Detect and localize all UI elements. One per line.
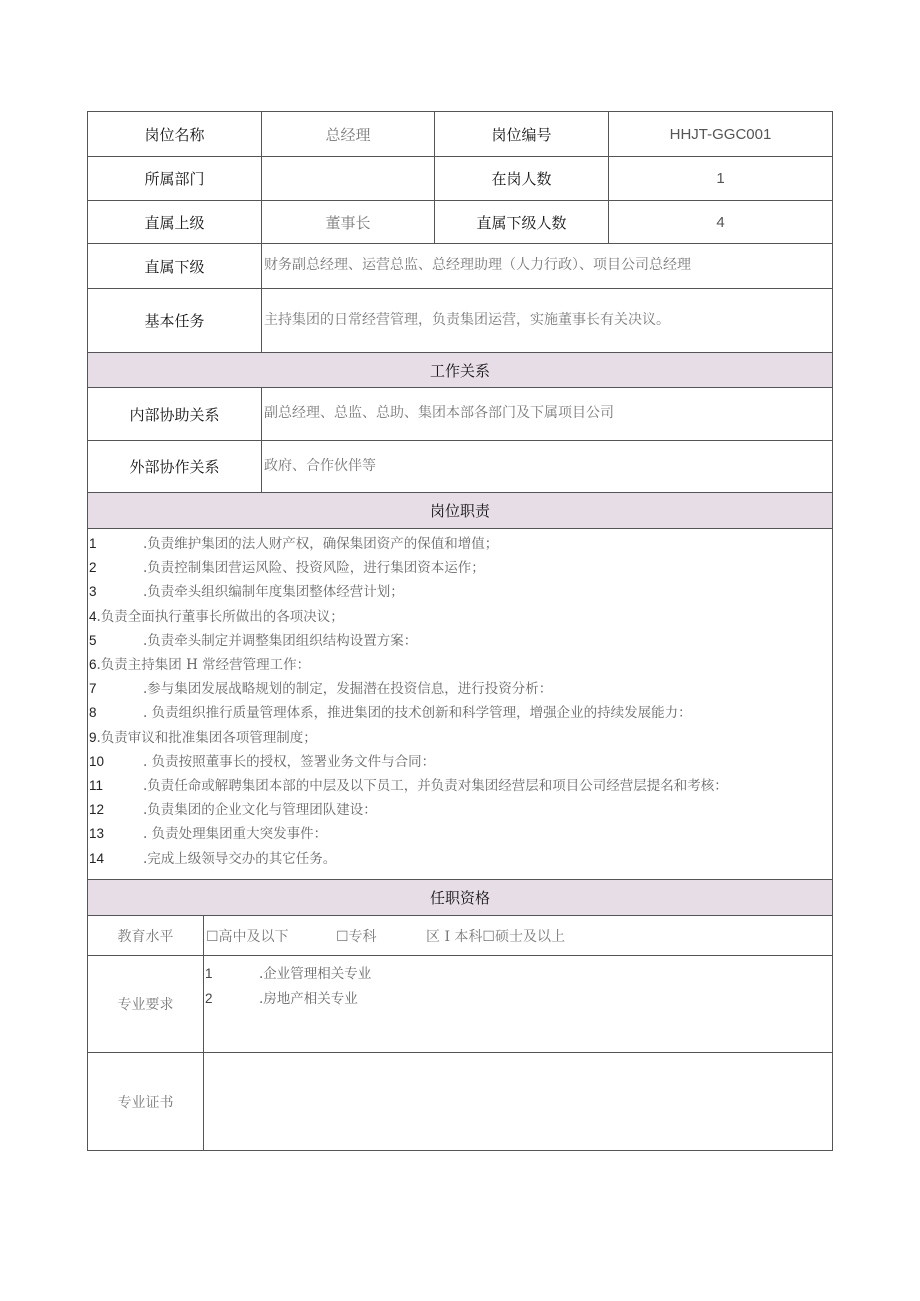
superior-value: 董事长 [261,200,435,244]
major-requirements [203,955,833,1053]
headcount-label: 在岗人数 [434,156,609,201]
certificate-value [203,1052,833,1151]
position-name-value: 总经理 [261,111,435,157]
internal-relations-label: 内部协助关系 [87,387,262,441]
education-options [203,915,833,956]
duty-text: .负责主持集团 H 常经营管理工作： [96,657,311,673]
duty-item [89,847,336,867]
duty-number: 11 [89,778,104,793]
basic-task-value: 主持集团的日常经营管理，负责集团运营，实施董事长有关决议。 [261,288,833,353]
duty-item [89,653,310,673]
education-label: 教育水平 [87,915,204,956]
duty-number: 8 [89,705,97,721]
duty-text: . 负责组织推行质量管理体系，推进集团的技术创新和科学管理，增强企业的持续发展能力： [143,705,692,722]
duty-number: 12 [89,802,105,818]
duty-item [89,798,377,818]
duty-item [89,750,435,770]
work-relations-header: 工作关系 [87,352,833,388]
duty-number: 2 [89,560,97,576]
certificate-label: 专业证书 [87,1052,204,1151]
duty-number: 14 [89,850,105,866]
duty-item [89,532,498,552]
headcount-value: 1 [608,156,833,201]
education-option-bachelor-master[interactable]: 区 I 本科☐硕士及以上 [426,928,565,945]
duty-item [89,580,404,600]
education-option-college[interactable]: ☐专科 [336,928,377,945]
duty-text: .参与集团发展战略规划的制定，发掘潜在投资信息，进行投资分析： [143,681,553,698]
subordinates-value: 财务副总经理、运营总监、总经理助理（人力行政）、项目公司总经理 [261,243,833,289]
position-code-value: HHJT-GGC001 [608,111,833,157]
major-item: 1 .企业管理相关专业 [205,966,372,982]
duty-text: . 负责按照董事长的授权，签署业务文件与合同： [143,753,436,770]
external-relations-label: 外部协作关系 [87,440,262,493]
education-option-high-school[interactable]: ☐高中及以下 [206,928,289,945]
subordinates-label: 直属下级 [87,243,262,289]
duty-text: .负责维护集团的法人财产权，确保集团资产的保值和增值； [143,536,499,552]
duty-number: 4 [89,608,97,624]
duty-text: .负责控制集团营运风险、投资风险，进行集团资本运作； [143,560,485,577]
qualifications-header: 任职资格 [87,879,833,916]
department-value [261,156,435,201]
duty-text: .负责牵头制定并调整集团组织结构设置方案： [143,632,418,649]
duty-item [89,629,417,649]
duty-text: .完成上级领导交办的其它任务。 [143,850,337,867]
duty-item [89,556,485,576]
duties-header: 岗位职责 [87,492,833,529]
duty-number: 6 [89,657,97,672]
duties-list [87,528,833,880]
external-relations-value: 政府、合作伙伴等 [261,440,833,493]
duty-item [89,726,317,746]
department-label: 所属部门 [87,156,262,201]
duty-item [89,701,692,721]
duty-text: .负责任命或解聘集团本部的中层及以下员工，并负责对集团经营层和项目公司经营层提名和考核： [143,778,728,794]
duty-item [89,605,344,625]
duty-text: .负责牵头组织编制年度集团整体经营计划； [143,584,404,601]
duty-item [89,677,552,697]
subordinate-count-label: 直属下级人数 [434,200,609,244]
duty-text: . 负责处理集团重大突发事件： [143,826,328,843]
duty-number: 7 [89,681,97,697]
duty-number: 13 [89,826,105,842]
major-item: 2 .房地产相关专业 [205,991,358,1007]
duty-number: 9 [89,729,97,745]
duty-item [89,822,327,842]
basic-task-label: 基本任务 [87,288,262,353]
duty-number: 10 [89,753,105,769]
duty-number: 1 [89,536,97,551]
duty-number: 5 [89,632,97,648]
duty-item [89,774,728,794]
duty-number: 3 [89,584,97,600]
internal-relations-value: 副总经理、总监、总助、集团本部各部门及下属项目公司 [261,387,833,441]
duty-text: .负责集团的企业文化与管理团队建设： [143,802,377,819]
position-code-label: 岗位编号 [434,111,609,157]
position-name-label: 岗位名称 [87,111,262,157]
duty-text: .负责全面执行董事长所做出的各项决议； [96,608,344,625]
duty-text: .负责审议和批准集团各项管理制度； [96,729,317,746]
subordinate-count-value: 4 [608,200,833,244]
superior-label: 直属上级 [87,200,262,244]
major-label: 专业要求 [87,955,204,1053]
